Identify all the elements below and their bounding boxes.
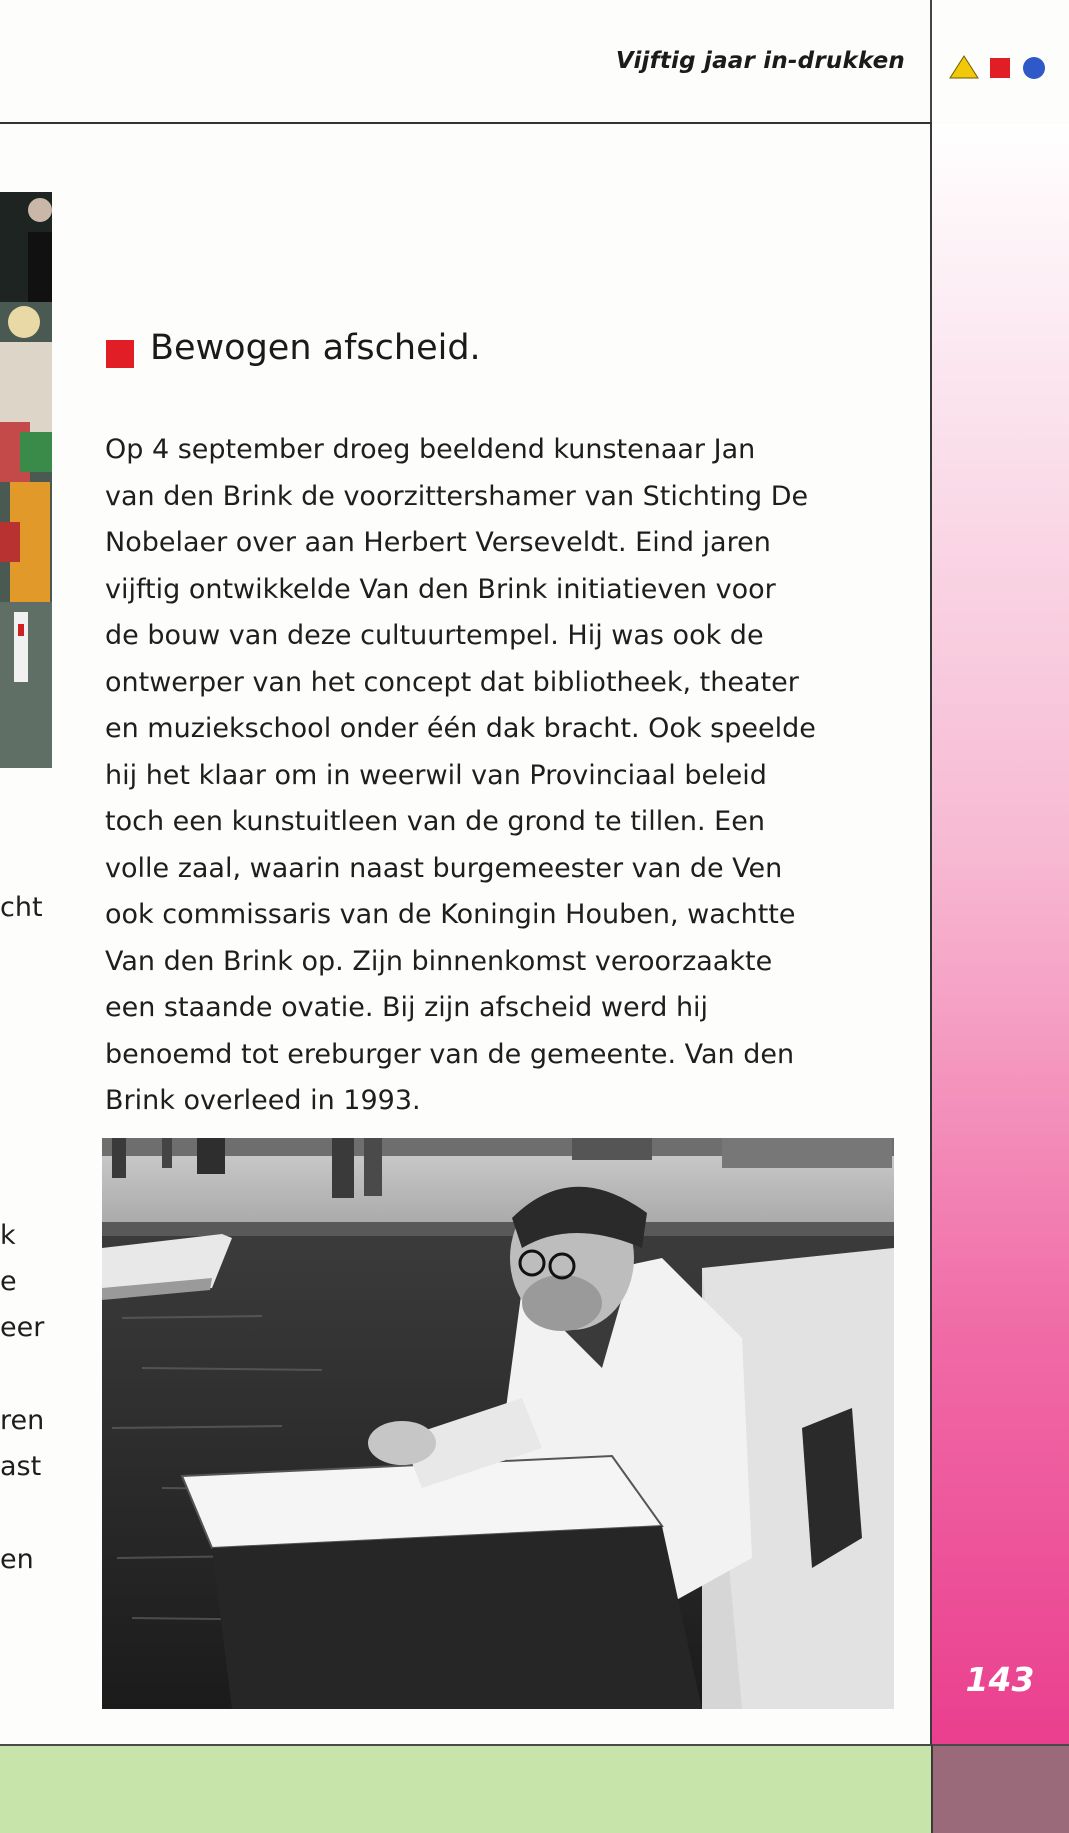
article-body	[105, 427, 905, 1125]
article-title: Bewogen afscheid.	[150, 328, 481, 368]
body-line: Van den Brink op. Zijn binnenkomst veroorzaakte	[105, 945, 773, 977]
body-line: de bouw van deze cultuurtempel. Hij was ook de	[105, 620, 764, 651]
body-line: hij het klaar om in weerwil van Provinciaal beleid	[105, 759, 767, 791]
body-line: ontwerper van het concept dat bibliotheek, theater	[105, 666, 799, 698]
body-line: toch een kunstuitleen van de grond te tillen. Een	[105, 806, 765, 837]
side-color-band	[931, 124, 1069, 1744]
section-bullet-square	[106, 340, 134, 368]
left-column-fragment: ren	[0, 1405, 45, 1436]
page-number: 143	[965, 1660, 1035, 1699]
body-line: van den Brink de voorzittershamer van Stichting De	[105, 480, 809, 512]
footer-corner-block	[931, 1744, 1069, 1833]
body-line: benoemd tot ereburger van de gemeente. Van den	[105, 1038, 795, 1070]
body-line: ook commissaris van de Koningin Houben, wachtte	[105, 899, 796, 930]
body-line: Brink overleed in 1993.	[105, 1085, 421, 1116]
body-line: volle zaal, waarin naast burgemeester van de Ven	[105, 852, 783, 884]
header-vertical-divider	[930, 0, 932, 122]
left-column-fragment: eer	[0, 1312, 45, 1343]
yellow-triangle-icon	[950, 56, 978, 78]
footer-band	[0, 1744, 931, 1833]
running-header-title: Vijftig jaar in-drukken	[615, 48, 905, 74]
left-column-fragment: ast	[0, 1451, 42, 1482]
left-column-fragment: cht	[0, 892, 43, 923]
blue-circle-icon	[1023, 57, 1045, 79]
body-line: Op 4 september droeg beeldend kunstenaar Jan	[105, 434, 756, 465]
left-column-fragment: e	[0, 1266, 17, 1297]
left-column-fragment: k	[0, 1220, 16, 1251]
left-column-fragment: en	[0, 1544, 34, 1575]
cropped-crowd-photo	[0, 192, 52, 768]
artist-harbour-photo	[102, 1138, 894, 1709]
body-line: vijftig ontwikkelde Van den Brink initiatieven voor	[105, 573, 776, 605]
header-shapes	[948, 52, 1058, 80]
body-line: een staande ovatie. Bij zijn afscheid werd hij	[105, 992, 709, 1023]
body-line: Nobelaer over aan Herbert Verseveldt. Eind jaren	[105, 527, 771, 558]
body-line: en muziekschool onder één dak bracht. Ook speelde	[105, 713, 816, 744]
red-square-icon	[990, 58, 1010, 78]
header-rule	[0, 122, 932, 124]
side-divider	[930, 124, 932, 1744]
